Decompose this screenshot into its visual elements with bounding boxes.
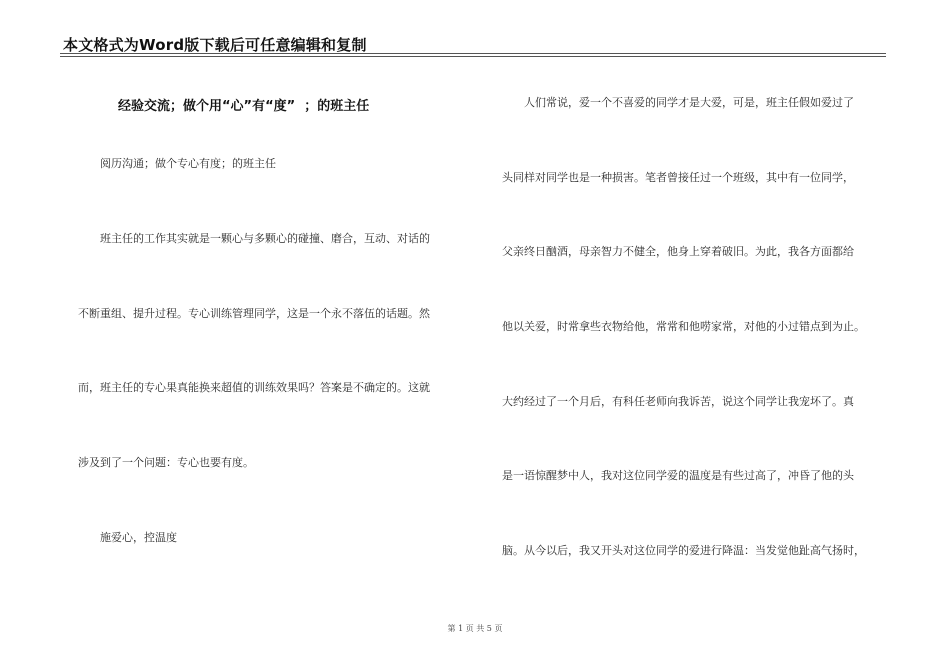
right-line: 大约经过了一个月后，有科任老师向我诉苦，说这个同学让我宠坏了。真 xyxy=(502,395,854,408)
header-rule-top xyxy=(60,53,886,54)
header-rule-bottom xyxy=(60,56,886,57)
right-line: 父亲终日酗酒，母亲智力不健全，他身上穿着破旧。为此，我各方面都给 xyxy=(502,245,854,258)
left-line: 而，班主任的专心果真能换来超值的训练效果吗？答案是不确定的。这就 xyxy=(78,381,430,394)
right-line: 脑。从今以后，我又开头对这位同学的爱进行降温：当发觉他趾高气扬时， xyxy=(502,544,865,557)
left-line: 不断重组、提升过程。专心训练管理同学，这是一个永不落伍的话题。然 xyxy=(78,307,430,320)
right-line: 头同样对同学也是一种损害。笔者曾接任过一个班级，其中有一位同学， xyxy=(502,171,854,184)
right-line: 人们常说，爱一个不喜爱的同学才是大爱，可是，班主任假如爱过了 xyxy=(524,96,854,109)
left-line: 阅历沟通；做个专心有度；的班主任 xyxy=(100,157,276,170)
header-banner: 本文格式为Word版下载后可任意编辑和复制 xyxy=(63,36,367,54)
page-number: 第 1 页 共 5 页 xyxy=(447,624,503,633)
left-line: 施爱心，控温度 xyxy=(100,531,177,544)
right-line: 是一语惊醒梦中人，我对这位同学爱的温度是有些过高了，冲昏了他的头 xyxy=(502,469,854,482)
left-line: 班主任的工作其实就是一颗心与多颗心的碰撞、磨合，互动、对话的 xyxy=(100,232,430,245)
document-title: 经验交流；做个用“心”有“度” ；的班主任 xyxy=(118,99,370,114)
right-line: 他以关爱，时常拿些衣物给他，常常和他唠家常，对他的小过错点到为止。 xyxy=(502,320,865,333)
left-line: 涉及到了一个问题：专心也要有度。 xyxy=(78,456,254,469)
